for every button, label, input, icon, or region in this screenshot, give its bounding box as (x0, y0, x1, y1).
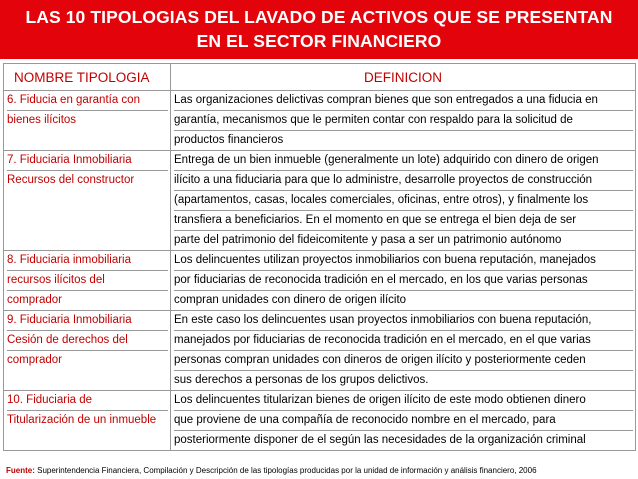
table-row (4, 391, 636, 451)
typology-name-line: recursos ilícitos del (7, 271, 168, 291)
typology-definition-line: Los delincuentes titularizan bienes de origen ilícito de este modo obtienen dinero (174, 391, 633, 411)
typology-definition-line: ilícito a una fiduciaria para que lo administre, desarrolle proyectos de construcción (174, 171, 633, 191)
title-banner (0, 0, 638, 59)
typology-definition-cell (171, 311, 636, 391)
typologies-table (3, 63, 636, 451)
typology-definition-cell (171, 91, 636, 151)
typology-definition-line: posteriormente disponer de el según las necesidades de la organización criminal (174, 434, 586, 446)
typology-definition-line: sus derechos a personas de los grupos delictivos. (174, 374, 429, 386)
typology-name-line: comprador (7, 294, 62, 306)
typology-definition-line: compran unidades con dinero de origen ilícito (174, 294, 407, 306)
typology-name-line: bienes ilícitos (7, 114, 77, 126)
typology-name-line: 10. Fiduciaria de (7, 391, 168, 411)
source-label: Fuente: (6, 466, 35, 475)
typology-name-cell (4, 311, 171, 391)
typology-name-line: comprador (7, 354, 62, 366)
typology-name-line: 7. Fiduciaria Inmobiliaria (7, 151, 168, 171)
table-header-row (4, 64, 636, 91)
typology-name-cell (4, 151, 171, 251)
source-text: Superintendencia Financiera, Compilación y Descripción de las tipologías producidas por la unidad de información y análisis financiero, 2006 (37, 466, 537, 475)
table-row (4, 311, 636, 391)
typology-definition-line: transfiera a beneficiarios. En el momento en que se entrega el bien deja de ser (174, 211, 633, 231)
typology-name-line: Titularización de un inmueble (7, 414, 157, 426)
table-row (4, 251, 636, 311)
header-definicion: DEFINICION (171, 64, 636, 91)
title-line-1: LAS 10 TIPOLOGIAS DEL LAVADO DE ACTIVOS QUE SE PRESENTAN (25, 7, 613, 27)
typology-definition-cell (171, 151, 636, 251)
table-row (4, 151, 636, 251)
typology-name-cell (4, 91, 171, 151)
typology-definition-line: (apartamentos, casas, locales comerciales, oficinas, entre otros), y finalmente los (174, 191, 633, 211)
typology-definition-line: parte del patrimonio del fideicomitente y pasa a ser un patrimonio autónomo (174, 234, 562, 246)
typology-definition-line: que proviene de una compañía de reconocido nombre en el mercado, para (174, 411, 633, 431)
typology-definition-line: Los delincuentes utilizan proyectos inmobiliarios con buena reputación, manejados (174, 251, 633, 271)
title-line-2: EN EL SECTOR FINANCIERO (196, 31, 442, 51)
typology-name-cell (4, 251, 171, 311)
typology-definition-line: manejados por fiduciarias de reconocida tradición en el mercado, en el que varias (174, 331, 633, 351)
typology-definition-line: personas compran unidades con dineros de origen ilícito y posteriormente ceden (174, 351, 633, 371)
header-nombre-tipologia: NOMBRE TIPOLOGIA (4, 64, 171, 91)
typology-name-line: 6. Fiducia en garantía con (7, 91, 168, 111)
typology-definition-line: garantía, mecanismos que le permiten contar con respaldo para la solicitud de (174, 111, 633, 131)
typology-definition-line: Entrega de un bien inmueble (generalmente un lote) adquirido con dinero de origen (174, 151, 633, 171)
typology-definition-line: por fiduciarias de reconocida tradición en el mercado, en los que varias personas (174, 271, 633, 291)
table-row (4, 91, 636, 151)
typology-definition-line: Las organizaciones delictivas compran bienes que son entregados a una fiducia en (174, 91, 633, 111)
typology-name-line: 8. Fiduciaria inmobiliaria (7, 251, 168, 271)
typology-definition-line: productos financieros (174, 134, 284, 146)
typology-name-line: 9. Fiduciaria Inmobiliaria (7, 311, 168, 331)
typology-definition-cell (171, 391, 636, 451)
typology-definition-cell (171, 251, 636, 311)
typology-name-line: Cesión de derechos del (7, 331, 168, 351)
typology-name-line: Recursos del constructor (7, 174, 135, 186)
typology-definition-line: En este caso los delincuentes usan proyectos inmobiliarios con buena reputación, (174, 311, 633, 331)
source-footnote (6, 466, 537, 475)
typology-name-cell (4, 391, 171, 451)
